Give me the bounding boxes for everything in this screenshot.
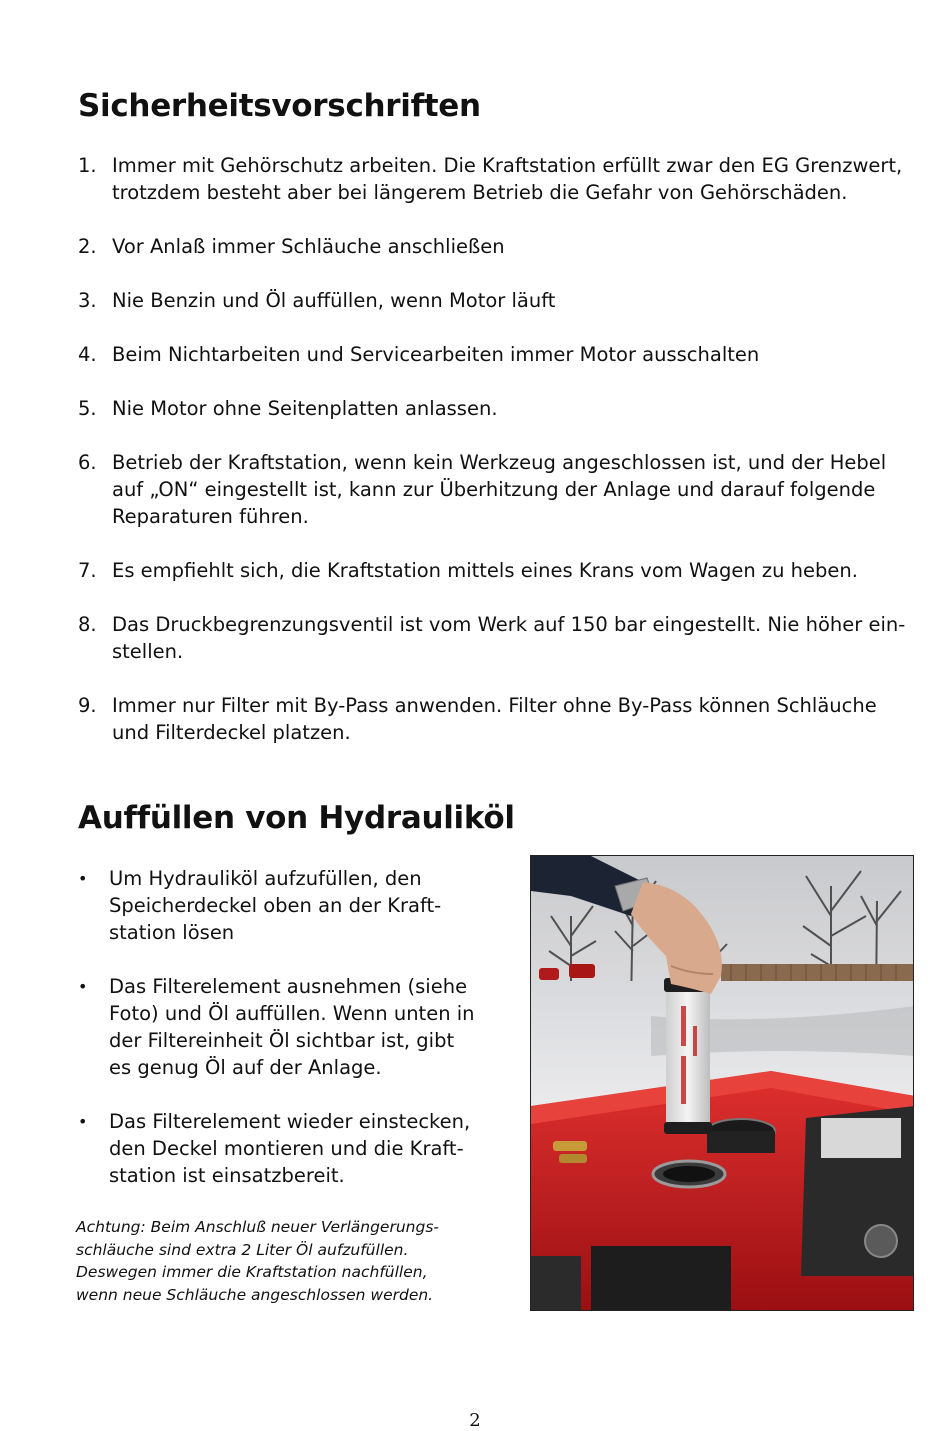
bullet-icon: •: [78, 1112, 88, 1131]
text-line: Nie Motor ohne Seitenplatten anlassen.: [112, 397, 498, 420]
note-line: Deswegen immer die Kraftstation nachfüllen,: [76, 1263, 428, 1281]
filter-photo: [530, 855, 914, 1311]
list-text: [112, 692, 928, 746]
safety-rules-list: [78, 152, 928, 773]
list-number: 5.: [78, 397, 97, 420]
text-line: es genug Öl auf der Anlage.: [109, 1056, 382, 1079]
text-line: station lösen: [109, 921, 235, 944]
text-line: Nie Benzin und Öl auffüllen, wenn Motor läuft: [112, 289, 556, 312]
text-line: Betrieb der Kraftstation, wenn kein Werkzeug angeschlossen ist, und der Hebel: [112, 451, 887, 474]
text-line: Speicherdeckel oben an der Kraft-: [109, 894, 442, 917]
list-text: [112, 233, 928, 260]
list-text: [112, 557, 928, 584]
text-line: Es empfiehlt sich, die Kraftstation mittels eines Krans vom Wagen zu heben.: [112, 559, 858, 582]
text-line: Reparaturen führen.: [112, 505, 309, 528]
list-text: [112, 287, 928, 314]
safety-rule-item: [78, 557, 928, 584]
text-line: trotzdem besteht aber bei längerem Betrieb die Gefahr von Gehörschäden.: [112, 181, 848, 204]
text-line: Um Hydrauliköl aufzufüllen, den: [109, 867, 422, 890]
warning-note: [76, 1216, 496, 1306]
safety-rule-item: [78, 449, 928, 530]
text-line: auf „ON“ eingestellt ist, kann zur Überhitzung der Anlage und darauf folgende: [112, 478, 876, 501]
list-number: 4.: [78, 343, 97, 366]
safety-rule-item: [78, 341, 928, 368]
bullet-icon: •: [78, 977, 88, 996]
refill-step-item: [78, 865, 498, 946]
bullet-icon: •: [78, 869, 88, 888]
filter-photo-illustration: [531, 856, 914, 1311]
refill-step-item: [78, 1108, 498, 1189]
safety-rule-item: [78, 152, 928, 206]
list-text: [112, 611, 928, 665]
text-line: Das Filterelement ausnehmen (siehe: [109, 975, 468, 998]
text-line: Foto) und Öl auffüllen. Wenn unten in: [109, 1002, 475, 1025]
note-line: wenn neue Schläuche angeschlossen werden.: [76, 1285, 434, 1304]
safety-rule-item: [78, 287, 928, 314]
list-number: 7.: [78, 559, 97, 582]
list-text: [112, 449, 928, 530]
refill-step-item: [78, 973, 498, 1081]
text-line: der Filtereinheit Öl sichtbar ist, gibt: [109, 1029, 455, 1052]
list-number: 2.: [78, 235, 97, 258]
list-text: [112, 152, 928, 206]
list-text: [109, 865, 498, 946]
section-title-safety: Sicherheitsvorschriften: [78, 88, 481, 124]
text-line: und Filterdeckel platzen.: [112, 721, 351, 744]
text-line: Das Druckbegrenzungsventil ist vom Werk auf 150 bar eingestellt. Nie höher ein-: [112, 613, 906, 636]
safety-rule-item: [78, 611, 928, 665]
text-line: Immer nur Filter mit By-Pass anwenden. Filter ohne By-Pass können Schläuche: [112, 694, 877, 717]
list-number: 1.: [78, 154, 97, 177]
list-text: [112, 341, 928, 368]
safety-rule-item: [78, 692, 928, 746]
text-line: Vor Anlaß immer Schläuche anschließen: [112, 235, 505, 258]
note-line: Achtung: Beim Anschluß neuer Verlängerungs-: [76, 1218, 439, 1236]
list-number: 9.: [78, 694, 97, 717]
list-text: [109, 973, 498, 1081]
text-line: stellen.: [112, 640, 184, 663]
list-text: [109, 1108, 498, 1189]
refill-steps-list: [78, 865, 498, 1216]
list-text: [112, 395, 928, 422]
list-number: 6.: [78, 451, 97, 474]
list-number: 8.: [78, 613, 97, 636]
text-line: Immer mit Gehörschutz arbeiten. Die Kraftstation erfüllt zwar den EG Grenzwert,: [112, 154, 903, 177]
text-line: Das Filterelement wieder einstecken,: [109, 1110, 471, 1133]
text-line: station ist einsatzbereit.: [109, 1164, 345, 1187]
section-title-hydraulic-oil: Auffüllen von Hydrauliköl: [78, 800, 515, 836]
text-line: Beim Nichtarbeiten und Servicearbeiten immer Motor ausschalten: [112, 343, 760, 366]
safety-rule-item: [78, 233, 928, 260]
list-number: 3.: [78, 289, 97, 312]
page-number: 2: [469, 1410, 481, 1431]
text-line: den Deckel montieren und die Kraft-: [109, 1137, 464, 1160]
safety-rule-item: [78, 395, 928, 422]
note-line: schläuche sind extra 2 Liter Öl aufzufüllen.: [76, 1240, 409, 1259]
